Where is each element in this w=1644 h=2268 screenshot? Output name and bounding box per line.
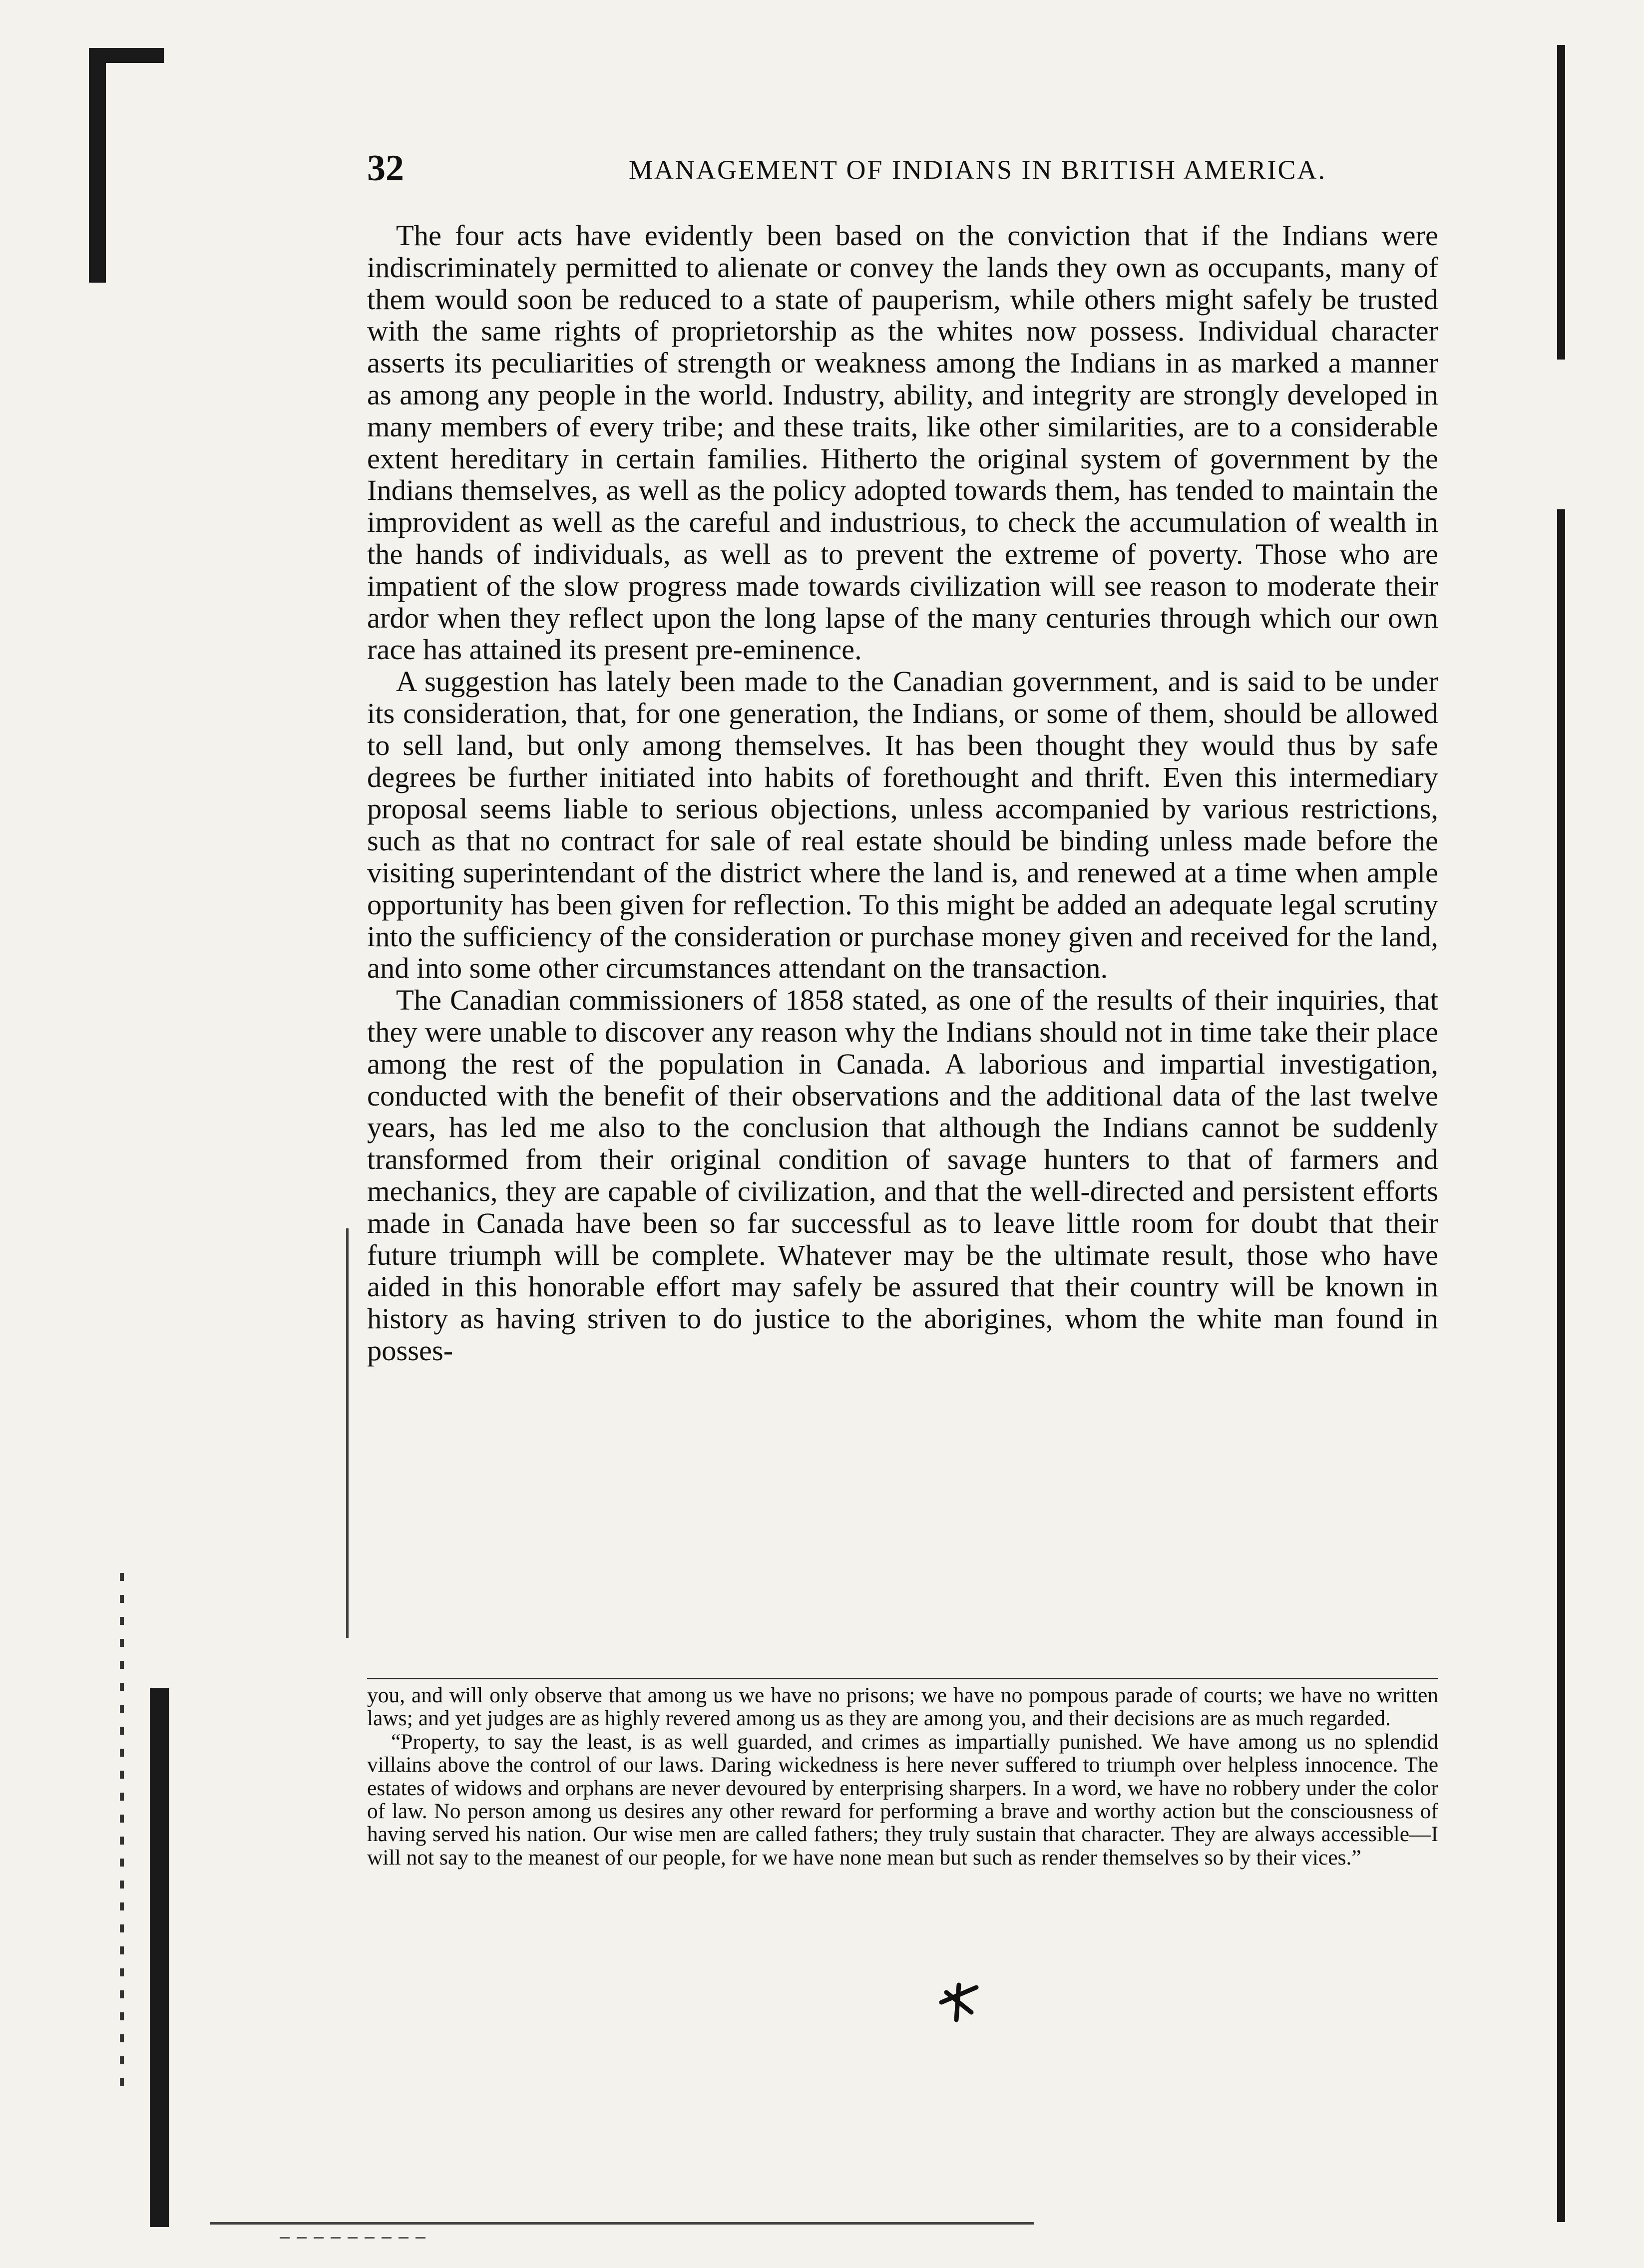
footnote-property-quote: “Property, to say the least, is as well guarded, and crimes as impartially punished. We have among us no splendid villains above the control of our laws. Daring wickedness is here never suffered to triumph over helpless innocence. The estates of widows and orphans are never devoured by enterprising sharpers. In a word, we have no robbery under the color of law. No person among us desires any other reward for performing a brave and worthy action but the consciousness of having served his nation. Our wise men are called fathers; they truly sustain that character. They are always accessible—I will not say to the meanest of our people, for we have none mean but such as render themselves so by their vices.”	[367, 1729, 1438, 1870]
binding-mark-dashes	[120, 1573, 124, 2097]
page-number: 32	[367, 148, 404, 189]
bottom-edge-line	[210, 2222, 1034, 2225]
footnote-continuation: you, and will only observe that among us we have no prisons; we have no pompous parade of courts; we have no written laws; and yet judges are as highly revered among us as they are among you, and their decisions are as much regarded.	[367, 1683, 1438, 1731]
binding-mark-right-gap	[1553, 360, 1569, 509]
page-header	[367, 146, 1438, 191]
footnotes	[367, 1684, 1438, 1869]
running-head: MANAGEMENT OF INDIANS IN BRITISH AMERICA.	[628, 155, 1327, 185]
ink-mark-icon	[936, 1977, 981, 2022]
binding-mark-bottom-left	[150, 1688, 169, 2227]
paragraph-four-acts: The four acts have evidently been based on the conviction that if the Indians were indiscriminately permitted to alienate or convey the lands they own as occupants, many of them would soon be reduced to a state of pauperism, while others might safely be trusted with the same rights of proprietorship as the whites now possess. Individual character asserts its peculiarities of strength or weakness among the Indians in as marked a manner as among any people in the world. Industry, ability, and integrity are strongly developed in many members of every tribe; and these traits, like other similarities, are to a considerable extent hereditary in certain families. Hitherto the original system of government by the Indians themselves, as well as the policy adopted towards them, has tended to maintain the improvident as well as the careful and industrious, to check the accumulation of wealth in the hands of individuals, as well as to prevent the extreme of poverty. Those who are impatient of the slow progress made towards civilization will see reason to moderate their ardor when they reflect upon the long lapse of the many centuries through which our own race has attained its present pre-eminence.	[367, 219, 1438, 666]
binding-mark-top-left	[89, 48, 106, 283]
margin-pencil-line	[346, 1228, 349, 1638]
paragraph-commissioners: The Canadian commissioners of 1858 stated, as one of the results of their inquiries, that they were unable to discover any reason why the Indians should not in time take their place among the rest of the population in Canada. A laborious and impartial investigation, conducted with the benefit of their observations and the additional data of the last twelve years, has led me also to the conclusion that although the Indians cannot be suddenly transformed from their original condition of savage hunters to that of farmers and mechanics, they are capable of civilization, and that the well-directed and persistent efforts made in Canada have been so far successful as to leave little room for doubt that their future triumph will be complete. Whatever may be the ultimate result, those who have aided in this honorable effort may safely be assured that their country will be known in history as having striven to do justice to the aborigines, whom the white man found in posses-	[367, 984, 1438, 1367]
binding-mark-top-cap	[89, 48, 164, 63]
body-text	[367, 220, 1438, 1367]
paragraph-suggestion: A suggestion has lately been made to the Canadian government, and is said to be under its consideration, that, for one generation, the Indians, or some of them, should be allowed to sell land, but only among themselves. It has been thought they would thus by safe degrees be further initiated into habits of forethought and thrift. Even this intermediary proposal seems liable to serious objections, unless accompanied by various restrictions, such as that no contract for sale of real estate should be binding unless made before the visiting superintendant of the district where the land is, and renewed at a time when ample opportunity has been given for reflection. To this might be added an adequate legal scrutiny into the sufficiency of the consideration or purchase money given and received for the land, and into some other circumstances attendant on the transaction.	[367, 665, 1438, 985]
bottom-edge-dashes	[280, 2237, 429, 2239]
footnote-rule	[367, 1678, 1438, 1679]
